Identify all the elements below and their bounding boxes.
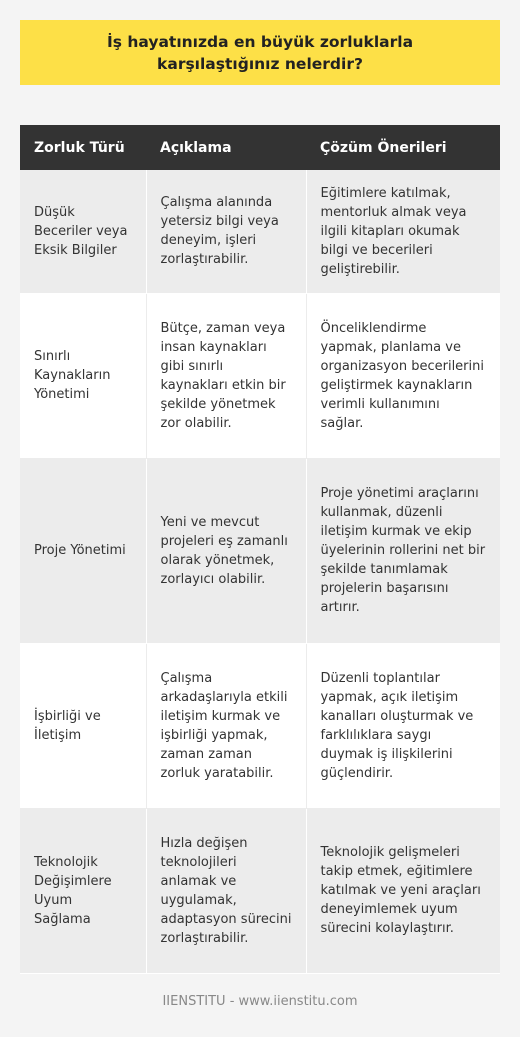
table-row <box>20 808 500 973</box>
cell-description: Yeni ve mevcut projeleri eş zamanlı olarak yönetmek, zorlayıcı olabilir. <box>146 458 306 643</box>
cell-description: Hızla değişen teknolojileri anlamak ve uygulamak, adaptasyon sürecini zorlaştırabilir. <box>146 808 306 973</box>
table-header-row <box>20 125 500 170</box>
cell-challenge-type: Teknolojik Değişimlere Uyum Sağlama <box>20 808 146 973</box>
cell-description: Çalışma alanında yetersiz bilgi veya deneyim, işleri zorlaştırabilir. <box>146 170 306 293</box>
header-solutions: Çözüm Önerileri <box>306 125 500 170</box>
table-row <box>20 170 500 293</box>
header-challenge-type: Zorluk Türü <box>20 125 146 170</box>
cell-challenge-type: Sınırlı Kaynakların Yönetimi <box>20 293 146 458</box>
page-title-text: İş hayatınızda en büyük zorluklarla karşılaştığınız nelerdir? <box>106 32 414 73</box>
cell-solutions: Önceliklendirme yapmak, planlama ve organizasyon becerilerini geliştirmek kaynakların verimli kullanımını sağlar. <box>306 293 500 458</box>
cell-challenge-type: İşbirliği ve İletişim <box>20 643 146 808</box>
table-row <box>20 293 500 458</box>
cell-solutions: Eğitimlere katılmak, mentorluk almak veya ilgili kitapları okumak bilgi ve becerileri geliştirebilir. <box>306 170 500 293</box>
table-row <box>20 643 500 808</box>
footer-credit: IIENSTITU - www.iienstitu.com <box>162 994 358 1009</box>
cell-description: Bütçe, zaman veya insan kaynakları gibi sınırlı kaynakları etkin bir şekilde yönetmek zor olabilir. <box>146 293 306 458</box>
cell-solutions: Teknolojik gelişmeleri takip etmek, eğitimlere katılmak ve yeni araçları deneyimlemek uyum sürecini kolaylaştırır. <box>306 808 500 973</box>
table-row <box>20 458 500 643</box>
cell-solutions: Proje yönetimi araçlarını kullanmak, düzenli iletişim kurmak ve ekip üyelerinin rollerini net bir şekilde tanımlamak projelerin başarısını artırır. <box>306 458 500 643</box>
header-description: Açıklama <box>146 125 306 170</box>
page-title <box>20 20 500 85</box>
cell-challenge-type: Proje Yönetimi <box>20 458 146 643</box>
cell-solutions: Düzenli toplantılar yapmak, açık iletişim kanalları oluşturmak ve farklılıklara saygı duymak iş ilişkilerini güçlendirir. <box>306 643 500 808</box>
cell-challenge-type: Düşük Beceriler veya Eksik Bilgiler <box>20 170 146 293</box>
challenges-table <box>20 125 500 974</box>
cell-description: Çalışma arkadaşlarıyla etkili iletişim kurmak ve işbirliği yapmak, zaman zaman zorluk yaratabilir. <box>146 643 306 808</box>
